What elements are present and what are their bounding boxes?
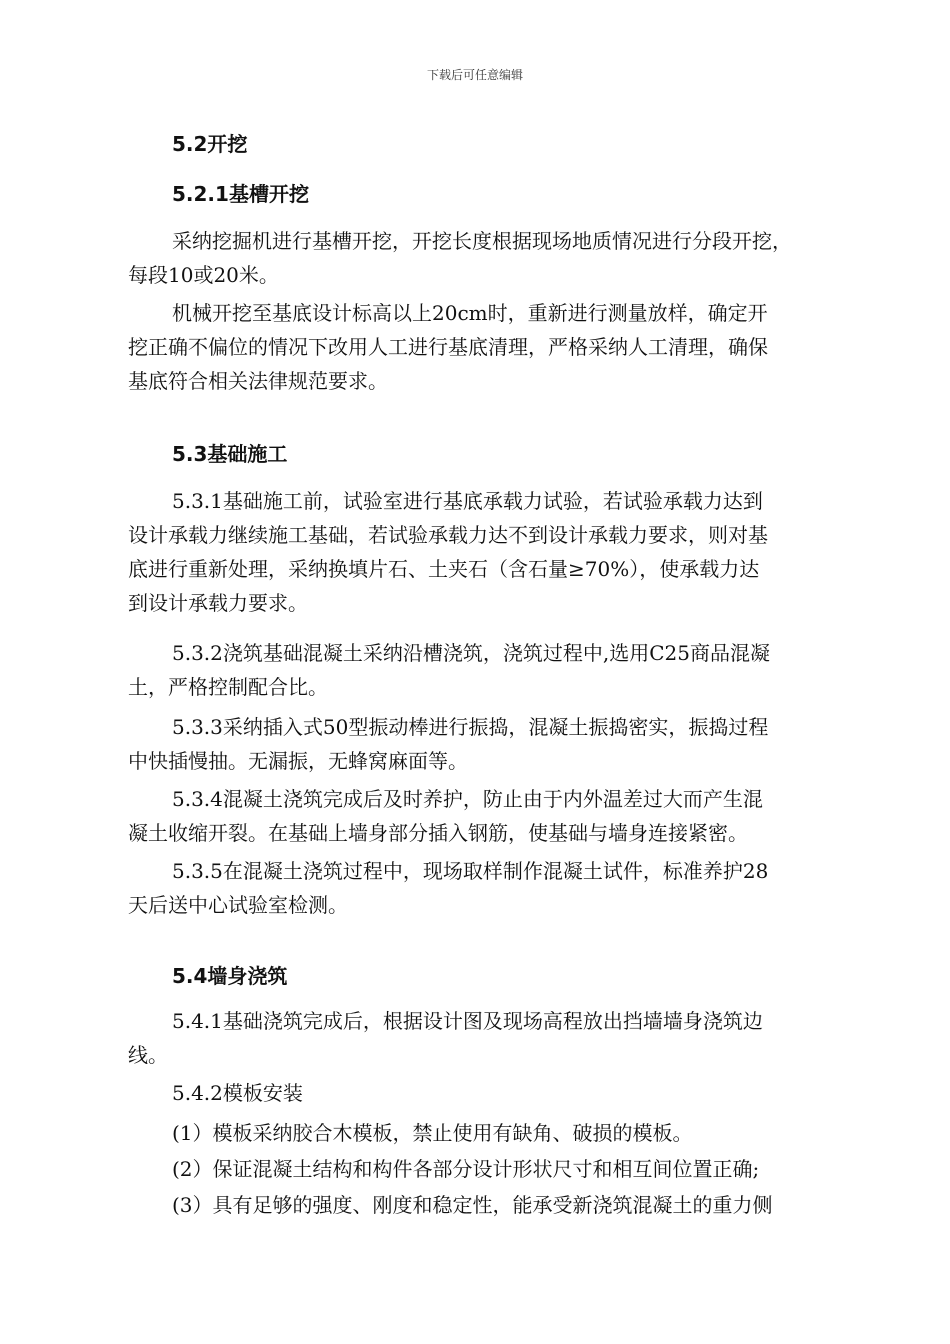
- paragraph-5-3-3: [128, 710, 850, 778]
- paragraph-5-3-1: [128, 484, 850, 620]
- text-line: 线。: [128, 1043, 168, 1067]
- text-line: 基底符合相关法律规范要求。: [128, 369, 388, 393]
- text-line: 机械开挖至基底设计标高以上20cm时，重新进行测量放样，确定开: [172, 301, 768, 325]
- paragraph-5-3-2: [128, 636, 850, 704]
- text-line: 采纳挖掘机进行基槽开挖，开挖长度根据现场地质情况进行分段开挖，: [172, 229, 792, 253]
- heading-5-3: 5.3基础施工: [172, 442, 288, 466]
- paragraph-5-2-1-a: [128, 224, 850, 292]
- text-line: 5.3.3采纳插入式50型振动棒进行振捣，混凝土振捣密实，振捣过程: [172, 715, 769, 739]
- text-line: 设计承载力继续施工基础，若试验承载力达不到设计承载力要求，则对基: [128, 523, 768, 547]
- heading-5-4: 5.4墙身浇筑: [172, 964, 288, 988]
- list-item: (3）具有足够的强度、刚度和稳定性，能承受新浇筑混凝土的重力侧: [172, 1193, 773, 1217]
- text-line: 每段10或20米。: [128, 263, 279, 287]
- paragraph-5-3-4: [128, 782, 850, 850]
- page-header: 下载后可任意编辑: [426, 68, 523, 82]
- paragraph-5-3-5: [128, 854, 850, 922]
- heading-5-2-1: 5.2.1基槽开挖: [172, 182, 309, 206]
- text-line: 凝土收缩开裂。在基础上墙身部分插入钢筋，使基础与墙身连接紧密。: [128, 821, 748, 845]
- text-line: 5.4.1基础浇筑完成后，根据设计图及现场高程放出挡墙墙身浇筑边: [172, 1009, 763, 1033]
- text-line: 底进行重新处理，采纳换填片石、土夹石（含石量≥70%），使承载力达: [128, 557, 760, 581]
- text-line: 5.3.2浇筑基础混凝土采纳沿槽浇筑，浇筑过程中,选用C25商品混凝: [172, 641, 770, 665]
- paragraph-5-2-1-b: [128, 296, 850, 398]
- heading-5-2: 5.2开挖: [172, 132, 248, 156]
- text-line: 土，严格控制配合比。: [128, 675, 328, 699]
- text-line: 5.3.1基础施工前，试验室进行基底承载力试验，若试验承载力达到: [172, 489, 763, 513]
- text-line: 到设计承载力要求。: [128, 591, 308, 615]
- text-line: 中快插慢抽。无漏振，无蜂窝麻面等。: [128, 749, 468, 773]
- text-line: 5.3.5在混凝土浇筑过程中，现场取样制作混凝土试件，标准养护28: [172, 859, 769, 883]
- paragraph-5-4-1: [128, 1004, 850, 1072]
- list-item: (2）保证混凝土结构和构件各部分设计形状尺寸和相互间位置正确;: [172, 1157, 760, 1181]
- list-item: (1）模板采纳胶合木模板，禁止使用有缺角、破损的模板。: [172, 1121, 693, 1145]
- text-line: 5.3.4混凝土浇筑完成后及时养护，防止由于内外温差过大而产生混: [172, 787, 763, 811]
- subheading-5-4-2: 5.4.2模板安装: [172, 1081, 303, 1105]
- text-line: 天后送中心试验室检测。: [128, 893, 348, 917]
- text-line: 挖正确不偏位的情况下改用人工进行基底清理，严格采纳人工清理，确保: [128, 335, 768, 359]
